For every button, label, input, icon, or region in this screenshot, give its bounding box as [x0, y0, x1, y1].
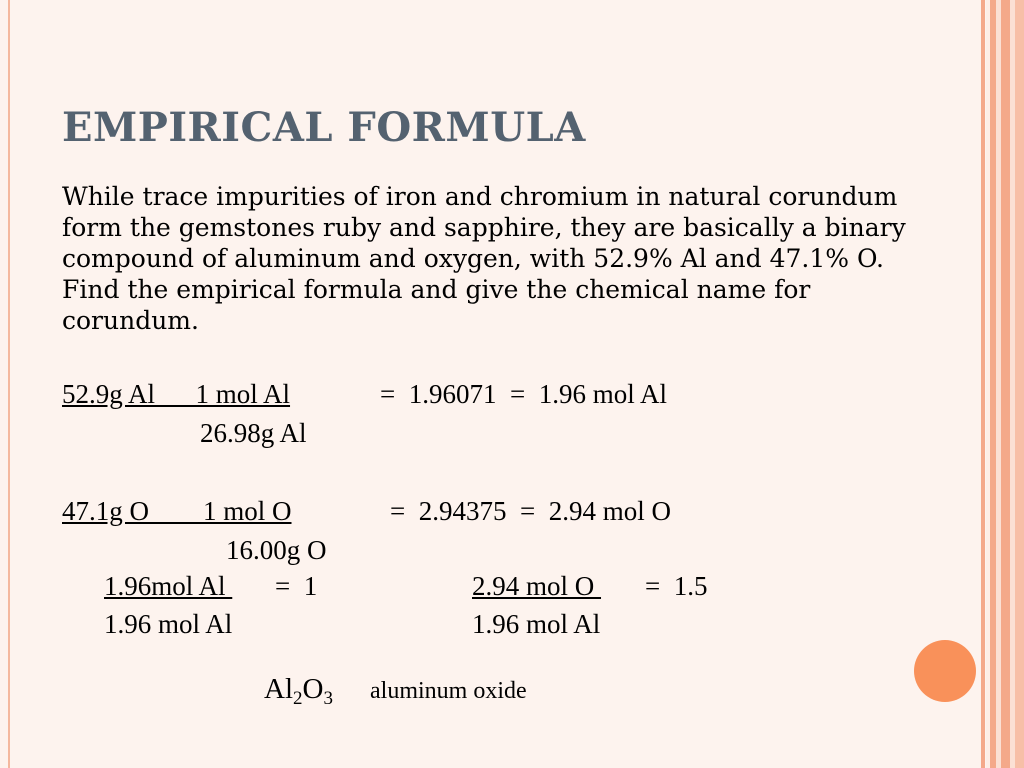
compound-name: aluminum oxide: [370, 678, 527, 704]
o-conversion-numerator: 47.1g O 1 mol O: [62, 496, 292, 526]
o-ratio-denominator: 1.96 mol Al: [472, 609, 601, 639]
o-conversion-denominator: 16.00g O: [226, 535, 327, 565]
al-ratio-result: = 1: [275, 571, 318, 601]
slide-title: EMPIRICAL FORMULA: [62, 104, 586, 151]
formula-element-o: O: [302, 673, 324, 705]
orange-circle-decoration: [914, 640, 976, 702]
al-conversion-numerator: 52.9g Al 1 mol Al: [62, 379, 291, 409]
problem-statement: While trace impurities of iron and chromium in natural corundum form the gemstones ruby and sapphire, they are basically a binary compound of aluminum and oxygen, with 52.9% Al and 47.1% O. Find the empirical formula and give the chemical name for corundum.: [62, 182, 906, 335]
o-ratio-numerator: 2.94 mol O: [472, 571, 602, 601]
formula-subscript-al: 2: [293, 688, 303, 709]
decorative-stripe: [1001, 0, 1010, 768]
decorative-stripe: [1015, 0, 1024, 768]
al-conversion-denominator: 26.98g Al: [200, 418, 307, 448]
formula-subscript-o: 3: [323, 688, 333, 709]
decorative-stripe: [981, 0, 985, 768]
formula-element-al: Al: [264, 673, 293, 705]
al-ratio-numerator: 1.96mol Al: [104, 571, 233, 601]
empirical-formula: [264, 673, 333, 710]
o-ratio-result: = 1.5: [645, 571, 708, 601]
left-frame-line: [8, 0, 10, 768]
al-conversion-result: = 1.96071 = 1.96 mol Al: [380, 379, 667, 409]
o-conversion-result: = 2.94375 = 2.94 mol O: [390, 496, 671, 526]
al-ratio-denominator: 1.96 mol Al: [104, 609, 233, 639]
